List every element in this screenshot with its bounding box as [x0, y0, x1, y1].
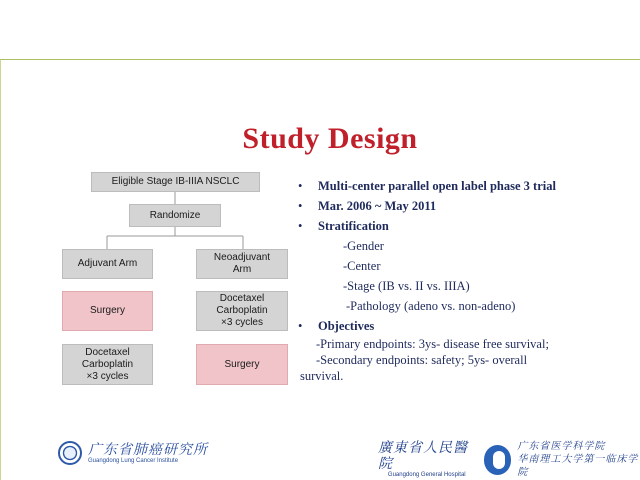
adjuvant-surgery-box [62, 291, 153, 331]
hospital-name-en: Guangdong General Hospital [387, 472, 466, 478]
footer-left-org [58, 441, 208, 465]
footer-right-org [378, 440, 640, 479]
neoadjuvant-chemo-box [196, 291, 288, 331]
bullet-objectives: • Objectives [296, 316, 626, 336]
neoadjuvant-surgery-label: Surgery [224, 358, 260, 370]
adjuvant-arm-label: Adjuvant Arm [77, 258, 138, 269]
adjuvant-chemo-line-2: Carboplatin [81, 358, 134, 370]
left-org-name-cn: 广东省肺癌研究所 [88, 441, 208, 458]
randomize-label: Randomize [149, 209, 201, 221]
eligible-label: Eligible Stage IB-IIIA NSCLC [111, 176, 240, 187]
strat-pathology: -Pathology (adeno vs. non-adeno) [346, 299, 516, 313]
adjuvant-chemo-box [62, 344, 153, 385]
neoadjuvant-chemo-line-2: Carboplatin [216, 305, 268, 316]
neoadjuvant-chemo-line-3: ×3 cycles [221, 317, 263, 328]
neoadjuvant-surgery-box [196, 344, 288, 385]
strat-stage: -Stage (IB vs. II vs. IIIA) [343, 279, 470, 293]
academy-name-line-2: 华南理工大学第一临床学院 [517, 454, 639, 478]
primary-endpoint: -Primary endpoints: 3ys- disease free survival; [316, 337, 549, 351]
bullet-period: • Mar. 2006 ~ May 2011 [296, 196, 626, 216]
study-bullets [296, 176, 626, 384]
bullet-stratification: • Stratification [296, 216, 626, 236]
adjuvant-chemo-line-1: Docetaxel [85, 346, 130, 358]
secondary-endpoint-line-1: -Secondary endpoints: safety; 5ys- overall [316, 353, 528, 367]
eligible-box [91, 172, 260, 192]
neoadjuvant-chemo-line-1: Docetaxel [219, 293, 265, 304]
strat-center: -Center [343, 259, 381, 273]
neoadjuvant-arm-line-2: Arm [232, 264, 252, 275]
neoadjuvant-arm-box [196, 249, 288, 279]
adjuvant-chemo-label [82, 347, 133, 383]
secondary-endpoint-line-2: survival. [300, 369, 344, 383]
left-org-name-en: Guangdong Lung Cancer Institute [88, 457, 179, 464]
strat-gender: -Gender [343, 239, 384, 253]
neoadjuvant-chemo-label [216, 293, 267, 329]
academy-name-line-1: 广东省医学科学院 [517, 441, 606, 452]
hospital-logo-icon [484, 445, 512, 475]
neoadjuvant-arm-line-1: Neoadjuvant [213, 252, 271, 263]
bullet-design: • Multi-center parallel open label phase 3 trial [296, 176, 626, 196]
lung-institute-logo-icon [58, 441, 82, 465]
adjuvant-arm-box [62, 249, 153, 279]
randomize-box [129, 204, 221, 227]
hospital-name-cn: 廣東省人民醫院 [378, 440, 468, 472]
adjuvant-chemo-line-3: ×3 cycles [86, 370, 129, 382]
adjuvant-surgery-label: Surgery [89, 305, 125, 316]
slide-title: Study Design [242, 122, 418, 155]
neoadjuvant-arm-label [214, 252, 270, 276]
